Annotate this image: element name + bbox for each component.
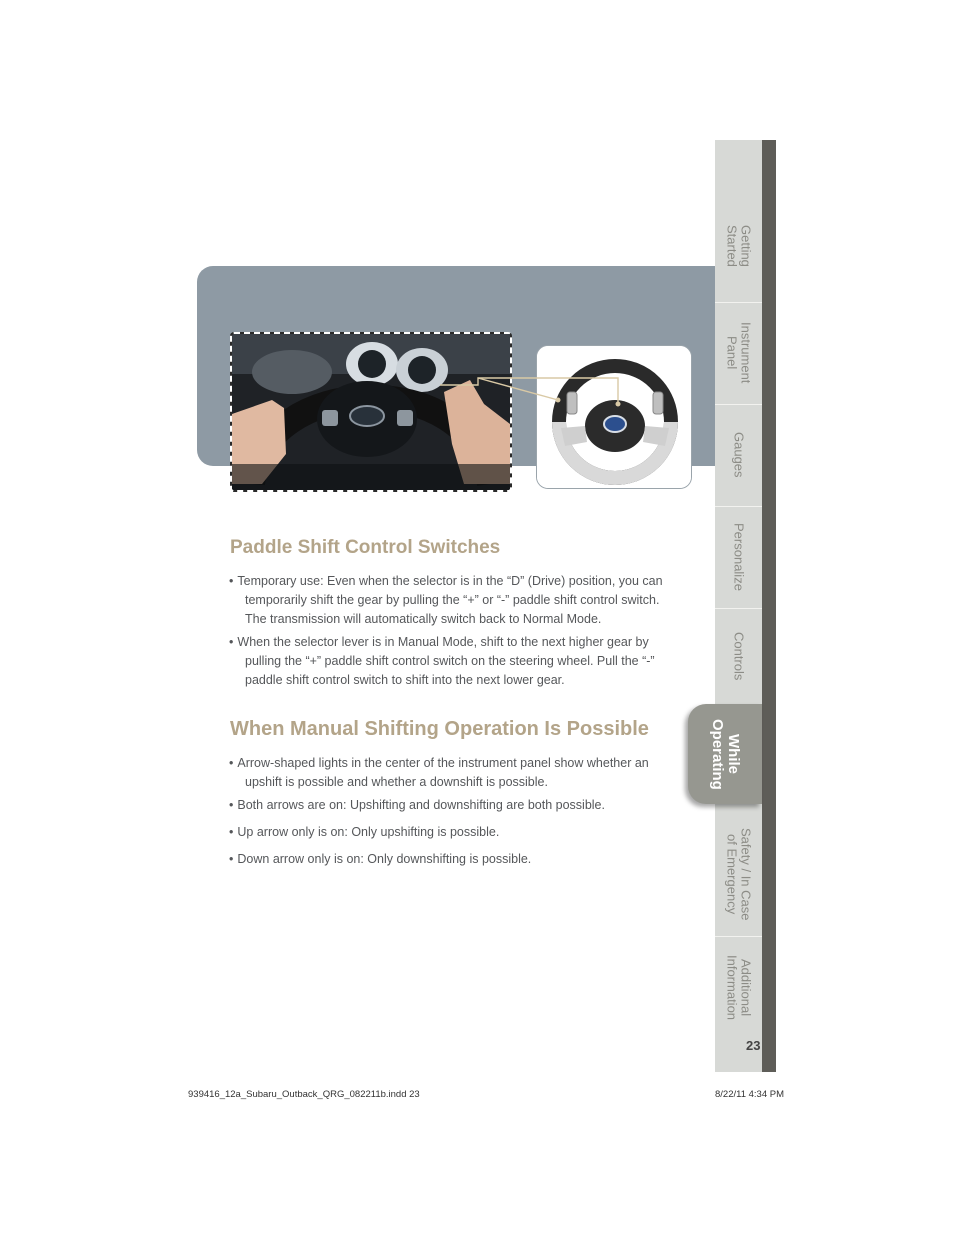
tab-label: Gauges bbox=[731, 432, 747, 478]
callout-lines bbox=[440, 360, 640, 410]
bullet-text: Up arrow only is on: Only upshifting is possible. bbox=[237, 825, 500, 839]
bullet-manual-mode bbox=[229, 633, 669, 690]
bullet-mark: • bbox=[229, 852, 234, 866]
tab-personalize[interactable] bbox=[715, 506, 762, 609]
bullet-mark: • bbox=[229, 635, 234, 649]
section-heading-paddle-shift: Paddle Shift Control Switches bbox=[230, 537, 501, 558]
tab-controls[interactable] bbox=[715, 608, 762, 705]
bullet-arrow-lights bbox=[229, 754, 669, 792]
tab-label: Getting Started bbox=[724, 225, 754, 267]
bullet-text: paddle shift control switch to shift into the next lower gear. bbox=[245, 673, 565, 687]
tab-label: Personalize bbox=[731, 523, 747, 591]
tab-label: Safety / In Case of Emergency bbox=[724, 827, 754, 921]
bullet-temporary-use bbox=[229, 572, 669, 629]
bullet-up-arrow bbox=[229, 823, 669, 842]
bullet-text: Temporary use: Even when the selector is in the “D” (Drive) position, you can bbox=[237, 574, 663, 588]
tab-label: Controls bbox=[731, 631, 747, 681]
page-number: 23 bbox=[746, 1038, 761, 1053]
steering-wheel-photo bbox=[230, 332, 512, 492]
tab-additional-information[interactable] bbox=[715, 936, 762, 1040]
tab-safety-emergency[interactable] bbox=[715, 812, 762, 937]
bullet-text: pulling the “+” paddle shift control switch on the steering wheel. Pull the “-” bbox=[245, 654, 655, 668]
bullet-both-arrows bbox=[229, 796, 669, 815]
bullet-mark: • bbox=[229, 574, 234, 588]
tab-while-operating[interactable] bbox=[688, 704, 762, 804]
bullet-text: temporarily shift the gear by pulling the “+” or “-” paddle shift control switch. bbox=[245, 593, 660, 607]
tab-instrument-panel[interactable] bbox=[715, 302, 762, 405]
bullet-text: Arrow-shaped lights in the center of the instrument panel show whether an bbox=[237, 756, 649, 770]
tab-getting-started[interactable] bbox=[715, 190, 762, 303]
tab-label: Instrument Panel bbox=[724, 322, 754, 384]
section-heading-manual-shifting: When Manual Shifting Operation Is Possible bbox=[230, 718, 649, 740]
bullet-text: Down arrow only is on: Only downshifting is possible. bbox=[237, 852, 532, 866]
bullet-mark: • bbox=[229, 756, 234, 770]
tab-gauges[interactable] bbox=[715, 404, 762, 507]
bullet-mark: • bbox=[229, 825, 234, 839]
bullet-down-arrow bbox=[229, 850, 669, 869]
bullet-text: upshift is possible and whether a downshift is possible. bbox=[245, 775, 548, 789]
tab-strip-edge bbox=[762, 140, 776, 1072]
tab-label-active: While Operating bbox=[709, 718, 742, 790]
footer-timestamp: 8/22/11 4:34 PM bbox=[715, 1089, 785, 1100]
tab-label: Additional Information bbox=[724, 955, 754, 1021]
bullet-text: When the selector lever is in Manual Mode, shift to the next higher gear by bbox=[237, 635, 649, 649]
bullet-mark: • bbox=[229, 798, 234, 812]
bullet-text: The transmission will automatically switch back to Normal Mode. bbox=[245, 612, 602, 626]
bullet-text: Both arrows are on: Upshifting and downshifting are both possible. bbox=[237, 798, 605, 812]
footer-filename: 939416_12a_Subaru_Outback_QRG_082211b.indd 23 bbox=[188, 1089, 420, 1100]
